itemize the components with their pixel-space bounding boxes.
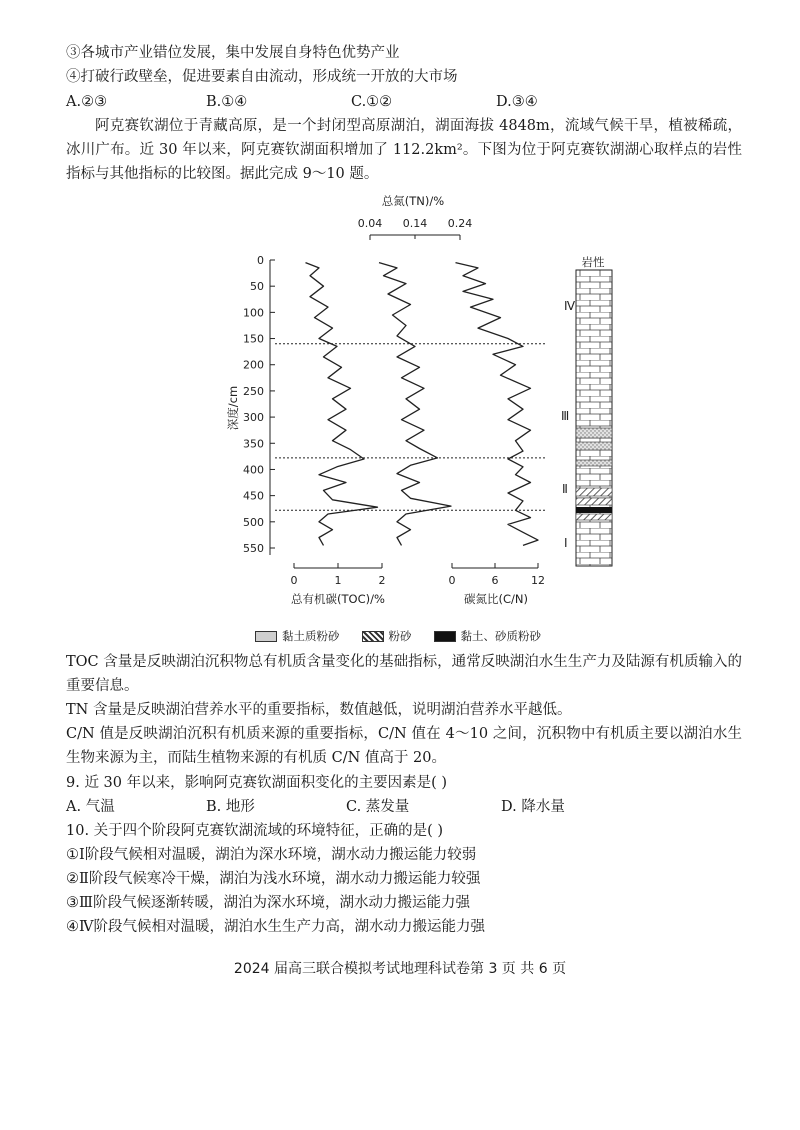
cn-curve	[456, 263, 539, 546]
depth-tick-label: 0	[257, 254, 264, 267]
litho-silt-band-3	[576, 514, 612, 520]
cn-axis	[449, 563, 546, 587]
legend-swatch-solid	[434, 631, 456, 642]
definition-toc: TOC 含量是反映湖泊沉积物总有机质含量变化的基础指标，通常反映湖泊水生生产力及陆源有机质输入的重要信息。	[66, 654, 742, 694]
depth-tick-label: 400	[243, 463, 264, 477]
legend-label-clayey-silt: 黏土质粉砂	[282, 629, 340, 643]
legend-silt	[362, 628, 412, 644]
tn-tick-label: 0.04	[357, 217, 383, 230]
litho-clayey-silt-band-3	[576, 460, 612, 466]
stage-label-2: Ⅱ	[562, 482, 568, 496]
depth-tick-label: 100	[243, 306, 264, 320]
q8-option-c: C.①②	[351, 94, 393, 110]
depth-tick-label: 500	[243, 515, 264, 529]
q10-item-3: ③Ⅲ阶段气候逐渐转暖，湖泊为深水环境，湖水动力搬运能力强	[66, 895, 470, 911]
q9-option-d: D. 降水量	[501, 799, 565, 815]
figure-legend	[255, 627, 615, 645]
cn-axis-tick-label: 0	[448, 574, 456, 587]
legend-swatch-dots	[255, 631, 277, 642]
toc-axis-tick-label: 2	[378, 574, 386, 587]
option-line-4: ④打破行政壁垒，促进要素自由流动，形成统一开放的大市场	[66, 69, 458, 85]
toc-axis-tick-label: 0	[290, 574, 298, 587]
option-line-3: ③各城市产业错位发展，集中发展自身特色优势产业	[66, 45, 400, 61]
q9-option-a: A. 气温	[66, 799, 115, 815]
legend-label-silt: 粉砂	[388, 629, 412, 643]
q10-item-4: ④Ⅳ阶段气候相对温暖，湖泊水生生产力高，湖水动力搬运能力强	[66, 919, 485, 935]
depth-tick-label: 50	[250, 280, 264, 294]
litho-clay-sand-band	[576, 507, 612, 513]
page-footer: 2024 届高三联合模拟考试地理科试卷第 3 页 共 6 页	[233, 961, 567, 977]
toc-axis-label: 总有机碳(TOC)/%	[291, 592, 385, 606]
stage-label-1: Ⅰ	[564, 536, 568, 550]
cn-axis-tick-label: 12	[531, 574, 545, 587]
q9-stem: 9. 近 30 年以来，影响阿克赛钦湖面积变化的主要因素是( )	[66, 775, 448, 791]
toc-axis	[291, 563, 386, 587]
depth-tick-label: 550	[243, 542, 264, 555]
depth-axis-label: 深度/cm	[226, 385, 240, 431]
legend-label-clay-sand: 黏土、砂质粉砂	[460, 629, 541, 643]
definition-cn: C/N 值是反映湖泊沉积有机质来源的重要指标，C/N 值在 4～10 之间，沉积物中有机质主要以湖泊水生生物来源为主，而陆生植物来源的有机质 C/N 值高于 20。	[66, 726, 742, 766]
depth-tick-label: 150	[243, 332, 264, 346]
depth-tick-label: 450	[243, 489, 264, 503]
lithology-column	[576, 270, 612, 566]
lithology-title: 岩性	[581, 255, 605, 269]
toc-axis-tick-label: 1	[334, 574, 342, 587]
litho-clayey-silt-band-1	[576, 428, 612, 438]
q9-option-c: C. 蒸发量	[346, 799, 410, 815]
curves	[306, 263, 539, 546]
stage-label-3: Ⅲ	[561, 409, 570, 423]
litho-silt-band-1	[576, 488, 612, 496]
q10-stem: 10. 关于四个阶段阿克赛钦湖流域的环境特征，正确的是( )	[66, 823, 444, 839]
q10-item-2: ②Ⅱ阶段气候寒冷干燥，湖泊为浅水环境，湖水动力搬运能力较强	[66, 871, 481, 887]
q9-options	[66, 797, 746, 817]
q10-item-1: ①Ⅰ阶段气候相对温暖，湖泊为深水环境，湖水动力搬运能力较弱	[66, 847, 477, 863]
depth-tick-label: 350	[243, 437, 264, 451]
cn-axis-tick-label: 6	[491, 574, 499, 587]
tn-curve	[379, 263, 451, 546]
litho-silt-band-2	[576, 498, 612, 505]
q8-option-a: A.②③	[66, 94, 108, 110]
intro-paragraph: 阿克赛钦湖位于青藏高原，是一个封闭型高原湖泊，湖面海拔 4848m，流域气候干旱，植被稀疏，冰川广布。近 30 年以来，阿克赛钦湖面积增加了 112.2km²。下图为位于阿克赛钦湖湖心取样点的岩性指标与其他指标的比较图。据此完成 9～10 题。	[66, 118, 742, 182]
q9-option-b: B. 地形	[206, 799, 255, 815]
q8-option-d: D.③④	[496, 94, 538, 110]
tn-ticks	[358, 217, 473, 239]
legend-swatch-hatch	[362, 631, 384, 642]
depth-tick-label: 200	[243, 358, 264, 372]
stage-label-4: Ⅳ	[564, 299, 576, 313]
litho-clayey-silt-band-2	[576, 442, 612, 450]
legend-clayey-silt	[255, 628, 340, 644]
stage-boundaries	[275, 344, 545, 511]
depth-tick-label: 250	[243, 384, 264, 398]
tn-axis-title: 总氮(TN)/%	[381, 194, 445, 208]
tn-tick-label: 0.24	[447, 217, 473, 230]
definition-tn: TN 含量是反映湖泊营养水平的重要指标，数值越低，说明湖泊营养水平越低。	[66, 702, 572, 718]
depth-tick-label: 300	[243, 411, 264, 425]
legend-clay-sand	[434, 628, 542, 644]
cn-axis-label: 碳氮比(C/N)	[464, 592, 528, 606]
tn-tick-label: 0.14	[402, 217, 428, 230]
toc-curve	[306, 263, 378, 546]
q8-option-b: B.①④	[206, 94, 248, 110]
